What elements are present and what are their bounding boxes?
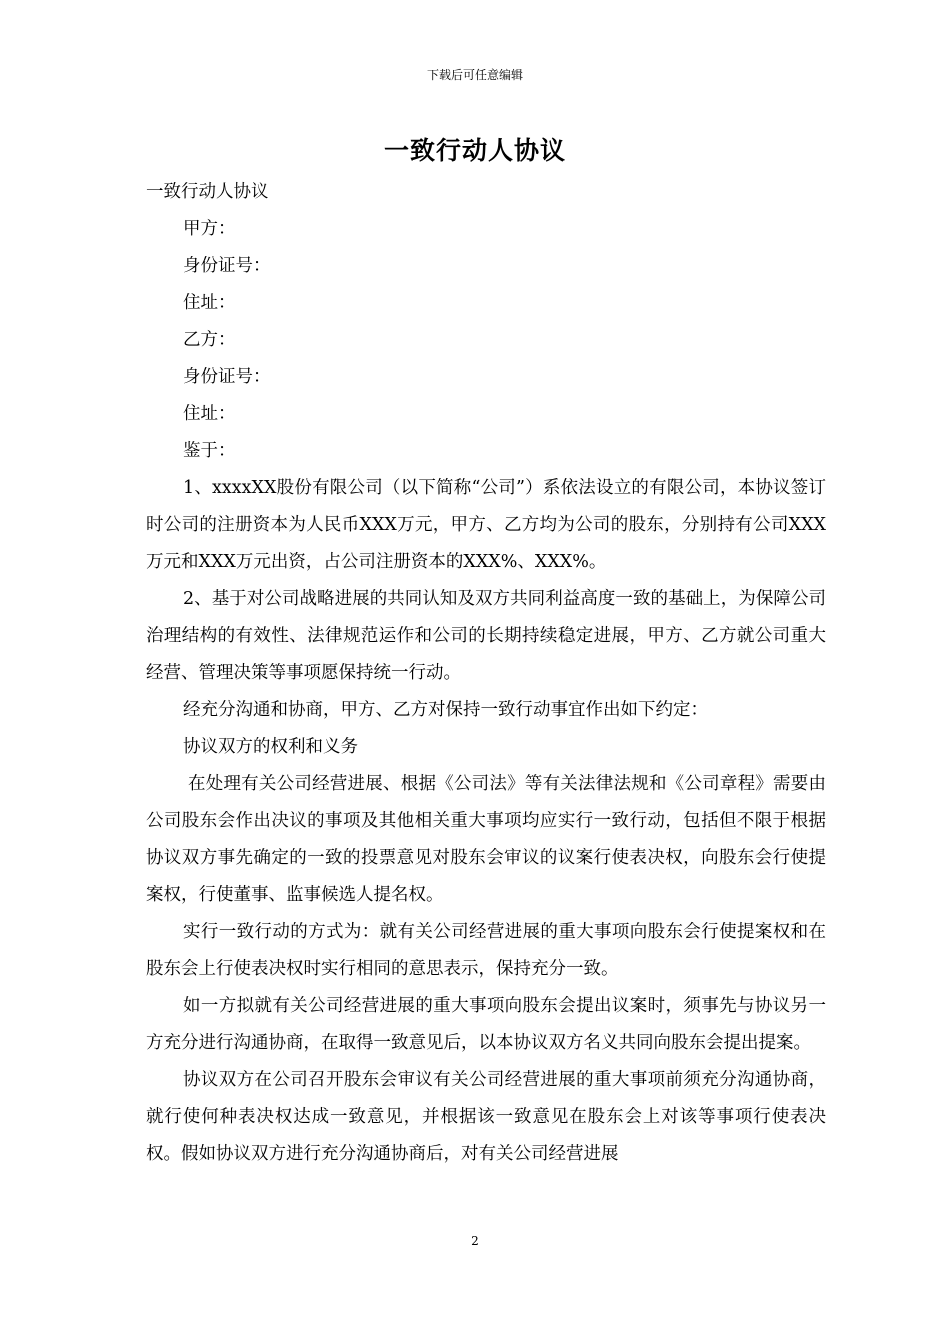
document-body <box>146 174 826 1173</box>
page-number: 2 <box>471 1234 479 1248</box>
party-b-label: 乙方： <box>183 330 236 350</box>
party-a-label: 甲方： <box>183 219 236 239</box>
body-heading: 一致行动人协议 <box>146 182 269 202</box>
whereas-label: 鉴于： <box>183 441 236 461</box>
agreement-intro: 经充分沟通和协商，甲方、乙方对保持一致行动事宜作出如下约定： <box>183 700 708 720</box>
section-heading-rights-obligations: 协议双方的权利和义务 <box>183 737 358 757</box>
party-a-id-label: 身份证号： <box>183 256 271 276</box>
clause-action-method: 实行一致行动的方式为：就有关公司经营进展的重大事项向股东会行使提案权和在股东会上行使表决权时实行相同的意思表示，保持充分一致。 <box>146 922 826 979</box>
whereas-clause-1: 1、xxxxXX股份有限公司（以下简称“公司”）系依法设立的有限公司，本协议签订时公司的注册资本为人民币XXX万元，甲方、乙方均为公司的股东，分别持有公司XXX万元和XXX万元出资，占公司注册资本的XXX%、XXX%。 <box>146 478 826 572</box>
clause-voting-consultation: 协议双方在公司召开股东会审议有关公司经营进展的重大事项前须充分沟通协商，就行使何种表决权达成一致意见，并根据该一致意见在股东会上对该等事项行使表决权。假如协议双方进行充分沟通协商后，对有关公司经营进展 <box>146 1070 826 1164</box>
party-b-address-label: 住址： <box>183 404 236 424</box>
party-b-id-label: 身份证号： <box>183 367 271 387</box>
whereas-clause-2: 2、基于对公司战略进展的共同认知及双方共同利益高度一致的基础上，为保障公司治理结构的有效性、法律规范运作和公司的长期持续稳定进展，甲方、乙方就公司重大经营、管理决策等事项愿保持统一行动。 <box>146 589 826 683</box>
document-title: 一致行动人协议 <box>383 136 566 165</box>
clause-concerted-action: 在处理有关公司经营进展、根据《公司法》等有关法律法规和《公司章程》需要由公司股东会作出决议的事项及其他相关重大事项均应实行一致行动，包括但不限于根据协议双方事先确定的一致的投票意见对股东会审议的议案行使表决权，向股东会行使提案权，行使董事、监事候选人提名权。 <box>146 774 826 905</box>
header-note: 下载后可任意编辑 <box>426 68 523 82</box>
party-a-address-label: 住址： <box>183 293 236 313</box>
clause-proposal-consultation: 如一方拟就有关公司经营进展的重大事项向股东会提出议案时，须事先与协议另一方充分进行沟通协商，在取得一致意见后，以本协议双方名义共同向股东会提出提案。 <box>146 996 826 1053</box>
